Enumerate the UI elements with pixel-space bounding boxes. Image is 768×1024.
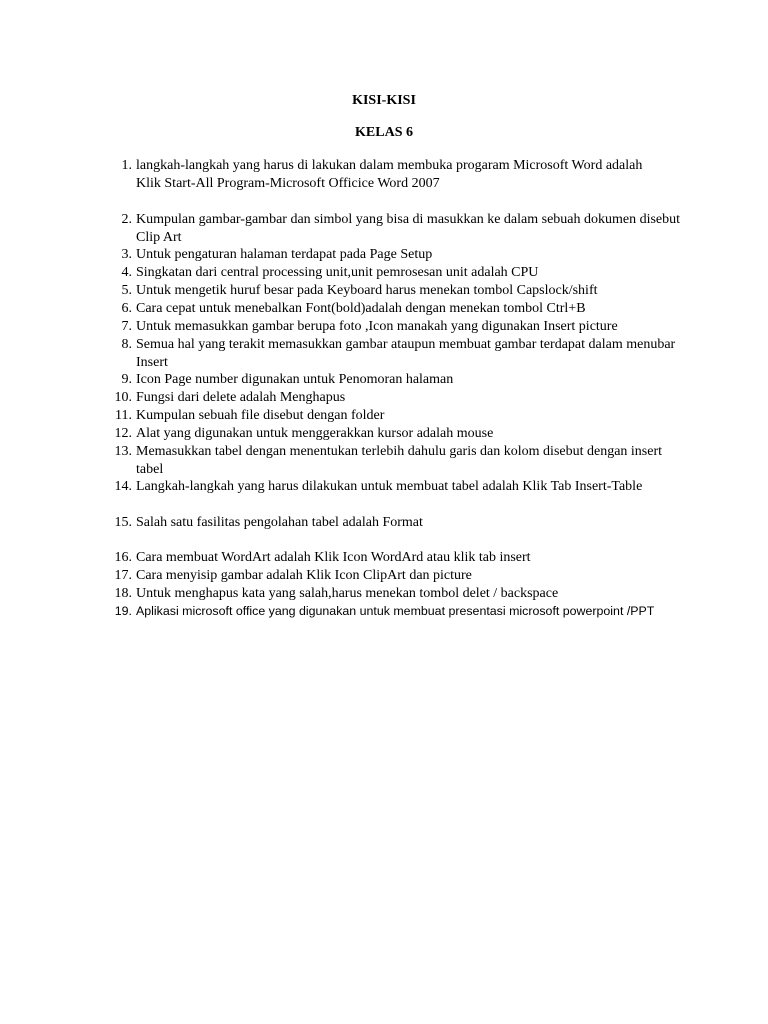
item-text: Fungsi dari delete adalah Menghapus [136,390,346,405]
item-number: 9. [121,372,132,387]
item-number: 19. [114,604,132,618]
item-text: Untuk memasukkan gambar berupa foto ,Icon manakah yang digunakan Insert picture [136,319,618,334]
item-text: Icon Page number digunakan untuk Penomoran halaman [136,372,454,387]
item-number: 17. [114,568,132,583]
item-number: 12. [114,426,132,441]
item-text: Semua hal yang terakit memasukkan gambar ataupun membuat gambar terdapat dalam menubar Insert [136,337,676,370]
document-title: KISI-KISI [352,93,416,108]
item-number: 14. [114,479,132,494]
list-item [0,157,768,211]
item-text: Cara menyisip gambar adalah Klik Icon ClipArt dan picture [136,568,472,583]
item-text: Cara cepat untuk menebalkan Font(bold)adalah dengan menekan tombol Ctrl+B [136,301,586,316]
item-text: Cara membuat WordArt adalah Klik Icon WordArd atau klik tab insert [136,550,531,565]
item-number: 5. [121,283,132,298]
item-text: langkah-langkah yang harus di lakukan dalam membuka progaram Microsoft Word adalah Klik Start-All Program-Microsoft Officice Word 2007 [136,158,643,191]
item-number: 4. [121,265,132,280]
item-text: Aplikasi microsoft office yang digunakan untuk membuat presentasi microsoft powerpoint /PPT [136,604,655,618]
item-number: 13. [114,444,132,459]
item-number: 3. [121,247,132,262]
item-text: Salah satu fasilitas pengolahan tabel adalah Format [136,515,423,530]
item-text: Memasukkan tabel dengan menentukan terlebih dahulu garis dan kolom disebut dengan insert tabel [136,444,663,477]
item-number: 6. [121,301,132,316]
item-text: Alat yang digunakan untuk menggerakkan kursor adalah mouse [136,426,494,441]
item-number: 7. [121,319,132,334]
item-text: Langkah-langkah yang harus dilakukan untuk membuat tabel adalah Klik Tab Insert-Table [136,479,643,494]
item-text: Singkatan dari central processing unit,unit pemrosesan unit adalah CPU [136,265,539,280]
item-text: Kumpulan sebuah file disebut dengan folder [136,408,385,423]
item-text: Untuk menghapus kata yang salah,harus menekan tombol delet / backspace [136,586,559,601]
item-number: 11. [115,408,132,423]
item-number: 8. [121,337,132,352]
item-continuation: Klik Start-All Program-Microsoft Officice Word 2007 [136,175,440,191]
item-number: 2. [121,212,132,227]
item-number: 16. [114,550,132,565]
document-subtitle: KELAS 6 [355,125,413,140]
item-text: Untuk pengaturan halaman terdapat pada Page Setup [136,247,433,262]
item-number: 1. [121,158,132,173]
item-number: 18. [114,586,132,601]
item-text: Untuk mengetik huruf besar pada Keyboard harus menekan tombol Capslock/shift [136,283,598,298]
item-text: Kumpulan gambar-gambar dan simbol yang bisa di masukkan ke dalam sebuah dokumen disebut Clip Art [136,212,681,245]
item-number: 10. [114,390,132,405]
item-number: 15. [114,515,132,530]
